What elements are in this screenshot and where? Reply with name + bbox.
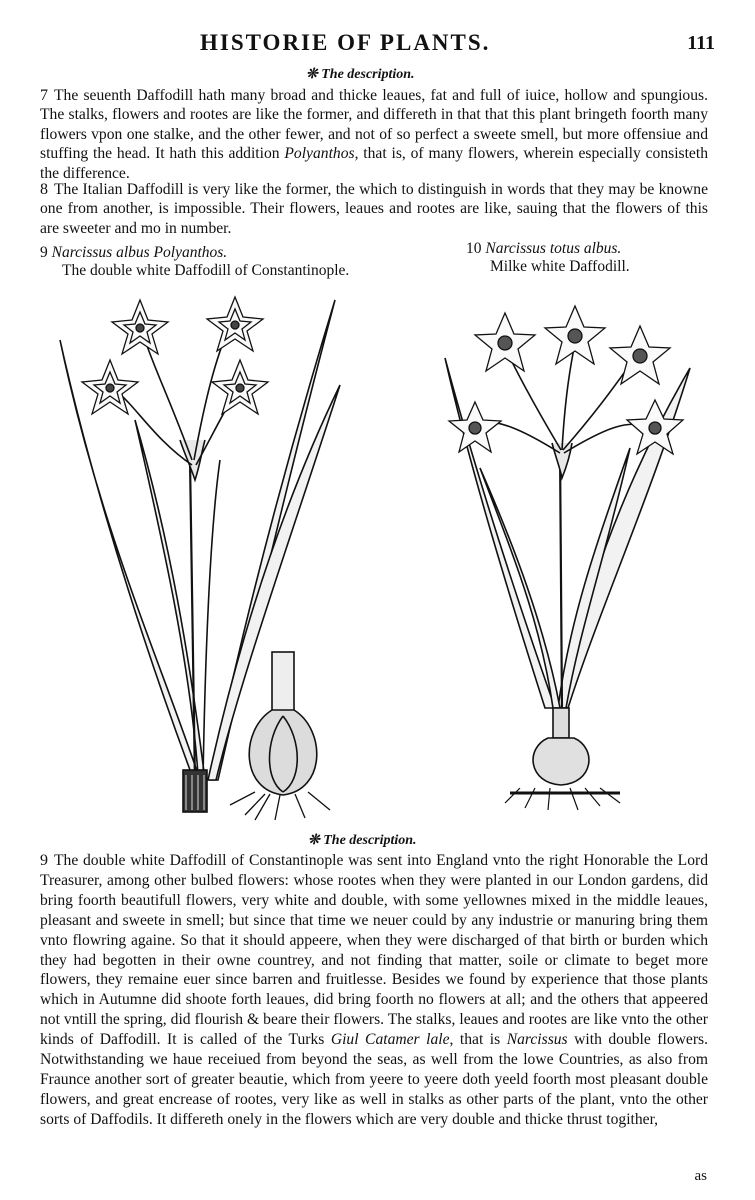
figure-english-name: Milke white Daffodill. xyxy=(490,258,630,275)
running-title: HISTORIE OF PLANTS. xyxy=(200,30,491,55)
paragraph-number: 8 xyxy=(40,181,48,198)
figure-caption-right xyxy=(466,240,630,276)
figure-caption-left xyxy=(40,244,349,280)
paragraph-7 xyxy=(40,86,708,183)
figure-english-name: The double white Daffodill of Constantinople. xyxy=(62,262,350,279)
paragraph-text: , that is xyxy=(449,1031,507,1049)
paragraph-8 xyxy=(40,180,708,238)
paragraph-text: with double flowers. Notwithstanding we haue receiued from beyond the seas, as well from the lowe Countries, as also from Fraunce another sort of greater beautie, which from yeere to yeere doth yeeld foorth most pleasant double flowers, and great encrease of rootes, very like as well in stalks as other parts of the plant, vnto the other sorts of Daffodils. It differeth onely in the flowers which are very double and thicke thrust togither, xyxy=(40,1031,708,1128)
figure-latin-name: Narcissus totus albus. xyxy=(485,240,622,257)
paragraph-text: The seuenth Daffodill hath many broad and thicke leaues, fat and full of iuice, hollow and spungious. The stalks, flowers and rootes are like the former, and differeth in that that this plant bringeth foorth many flowers vpon one stalke, and the other fewer, and not of so perfect a sweete smell, but more offensiue and stuffing the head. It hath this addition xyxy=(40,87,708,163)
catchword: as xyxy=(694,1168,707,1184)
paragraph-number: 7 xyxy=(40,87,48,104)
paragraph-number: 9 xyxy=(40,852,48,869)
figure-latin-name: Narcissus albus Polyanthos. xyxy=(51,244,228,261)
figure-number: 9 xyxy=(40,244,48,261)
running-head xyxy=(0,30,755,60)
paragraph-text: The double white Daffodill of Constantinople was sent into England vnto the right Honorable the Lord Treasurer, among other bulbed flowers: whose rootes when they were planted in our London gardens, did bring foorth beautifull flowers, very white and double, with some yellownes mixed in the middle leaues, pleasant and sweete in smell; but since that time we neuer could by any industrie or manuring bring them vnto flowring againe. So that it should appeere, when they were discharged of that birth or burden which they had begotten in their owne countrey, and not finding that matter, soile or climate to beget more flowers, they remaine euer since barren and fruitlesse. Besides we found by experience that those plants which in Autumne did shoote forth leaues, did bring foorth no flowers at all; and the others that appeered not vntill the spring, did flourish & beare their flowers. The stalks, leaues and rootes are like vnto the other kinds of Daffodill. It is called of the Turks xyxy=(40,852,708,1049)
paragraph-text: The Italian Daffodill is very like the former, the which to distinguish in words that they may be knowne one from another, is impossible. Their flowers, leaues and rootes are like, sauing that the flowers of this are sweeter and mo in number. xyxy=(40,181,708,237)
paragraph-text: , that is, of many flowers, wherein especially consisteth the difference. xyxy=(40,145,708,182)
section-heading-bottom: ❊ The description. xyxy=(308,833,417,848)
milke-white-daffodil-illustration xyxy=(420,288,710,818)
section-heading-top: ❊ The description. xyxy=(306,67,415,82)
paragraph-9 xyxy=(40,851,708,1130)
figure-number: 10 xyxy=(466,240,482,257)
page-number: 111 xyxy=(687,32,715,54)
latin-term: Narcissus xyxy=(506,1031,568,1049)
double-daffodil-illustration xyxy=(40,280,370,825)
latin-term: Polyanthos xyxy=(284,145,355,163)
turkish-name: Giul Catamer lale xyxy=(330,1031,450,1049)
